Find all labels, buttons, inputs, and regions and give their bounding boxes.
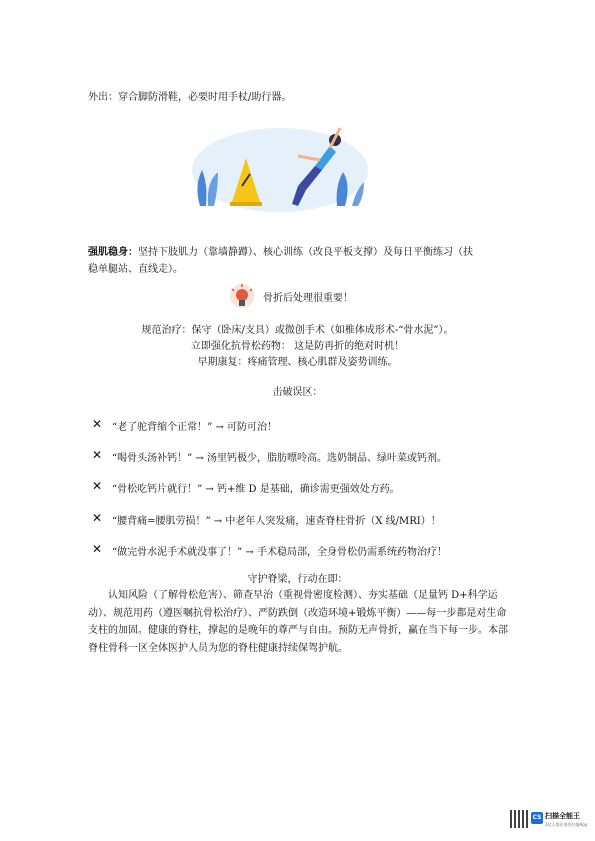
treatment-line-3: 早期康复：疼痛管理、核心肌群及姿势训练。 bbox=[197, 357, 398, 368]
myth-item bbox=[0, 479, 595, 495]
scanner-footer bbox=[510, 810, 592, 832]
myth-text: “老了驼背缩个正常！” → 可防可治！ bbox=[112, 422, 277, 433]
strengthen-line1 bbox=[88, 246, 473, 260]
cross-icon: ✕ bbox=[92, 511, 103, 525]
myth-heading: 击破误区： bbox=[272, 387, 323, 398]
app-brand: 扫描全能王 bbox=[545, 812, 580, 820]
myth-item bbox=[0, 542, 595, 558]
myth-text: “喝骨头汤补钙！” → 汤里钙极少，脂肪嘌呤高。选奶制品、绿叶菜或钙剂。 bbox=[112, 453, 447, 464]
myth-item bbox=[0, 511, 595, 527]
outing-line: 外出：穿合脚防滑鞋，必要时用手杖/助行器。 bbox=[88, 92, 292, 103]
treatment-line-2: 立即强化抗骨松药物： 这是防再折的绝对时机！ bbox=[190, 341, 405, 352]
cross-icon: ✕ bbox=[92, 479, 103, 493]
cross-icon: ✕ bbox=[92, 448, 103, 462]
myth-text: “骨松吃钙片就行！” → 钙+维 D 是基础，确诊需更强效处方药。 bbox=[112, 484, 400, 495]
app-tagline: 3亿人都在用的扫描App bbox=[545, 822, 588, 827]
myth-text: “做完骨水泥手术就没事了！” → 手术稳局部，全身骨松仍需系统药物治疗！ bbox=[112, 547, 447, 558]
cross-icon: ✕ bbox=[92, 417, 103, 431]
fall-illustration bbox=[180, 118, 380, 218]
myth-item bbox=[0, 417, 595, 433]
strengthen-line2: 稳单腿站、直线走）。 bbox=[88, 264, 183, 275]
qr-code-icon bbox=[510, 810, 528, 828]
app-logo: CS bbox=[531, 812, 543, 824]
myth-item bbox=[0, 448, 595, 464]
closing-heading: 守护脊梁，行动在即： bbox=[247, 574, 348, 585]
strengthen-text1: 坚持下肢肌力（靠墙静蹲）、核心训练（改良平板支撑）及每日平衡练习（扶 bbox=[138, 247, 473, 258]
cross-icon: ✕ bbox=[92, 542, 103, 556]
myth-text: “腰背痛=腰肌劳损！” → 中老年人突发痛，速查脊柱骨折（X 线/MRI）！ bbox=[112, 516, 441, 527]
closing-paragraph: 认知风险（了解骨松危害）、筛查早治（重视骨密度检测）、夯实基础（足量钙 D+科学运动）、规范用药（遵医嘱抗骨松治疗）、严防跌倒（改造环境+锻炼平衡）——每一步都是对生命支柱的加固。健康的脊柱，撑起的是晚年的尊严与自由。预防无声骨折，赢在当下每一步。本部脊柱骨科一区全体医护人员为您的脊柱健康持续保驾护航。 bbox=[88, 590, 508, 654]
treatment-line-1: 规范治疗：保守（卧床/支具）或微创手术（如椎体成形术-“骨水泥”）。 bbox=[141, 325, 454, 336]
lightbulb-icon bbox=[227, 283, 257, 313]
strengthen-label: 强肌稳身： bbox=[88, 247, 138, 258]
alert-title: 骨折后处理很重要！ bbox=[263, 293, 353, 304]
